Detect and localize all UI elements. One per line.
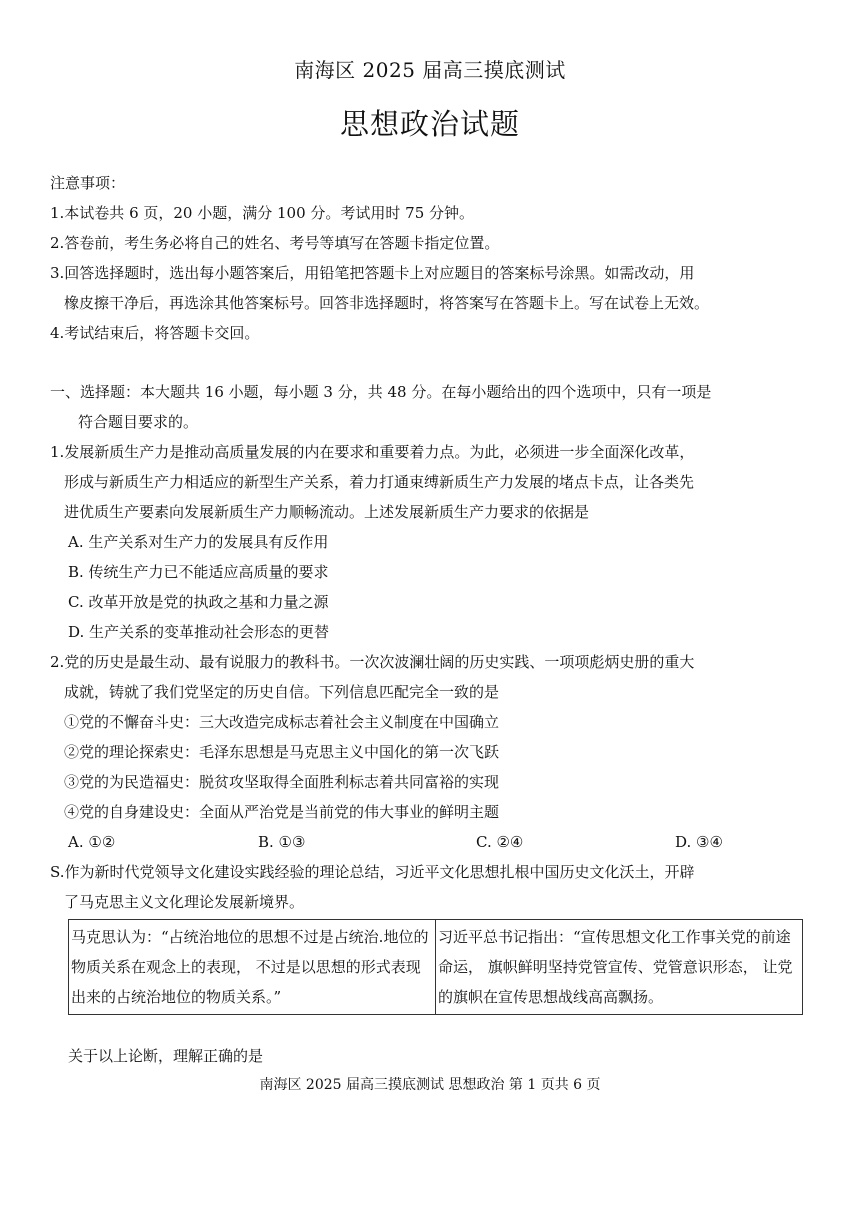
question-2-option-a: A. ①② bbox=[68, 833, 116, 851]
question-2-text: 2.党的历史是最生动、最有说服力的教科书。一次次波澜壮阔的历史实践、一项项彪炳史册的重大 bbox=[50, 653, 695, 671]
question-2-options bbox=[50, 827, 812, 857]
question-1-text: 进优质生产要素向发展新质生产力顺畅流动。上述发展新质生产力要求的依据是 bbox=[64, 503, 590, 521]
question-3-prompt: 关于以上论断，理解正确的是 bbox=[68, 1047, 264, 1065]
page-footer: 南海区 2025 届高三摸底测试 思想政治 第 1 页共 6 页 bbox=[259, 1077, 601, 1093]
quote-marx: 马克思认为：“占统治地位的思想不过是占统治.地位的物质关系在观念上的表现， 不过是以思想的形式表现出来的占统治地位的物质关系。” bbox=[69, 920, 436, 1015]
question-1-text: 形成与新质生产力相适应的新型生产关系，着力打通束缚新质生产力发展的堵点卡点，让各类先 bbox=[64, 473, 695, 491]
question-1-text: 1.发展新质生产力是推动高质量发展的内在要求和重要着力点。为此，必须进一步全面深化改革， bbox=[50, 443, 695, 461]
question-1-option-d: D. 生产关系的变革推动社会形态的更替 bbox=[68, 623, 330, 641]
notice-heading: 注意事项： bbox=[50, 174, 126, 192]
quote-xi: 习近平总书记指出：“宣传思想文化工作事关党的前途命运， 旗帜鲜明坚持党管宣传、党管意识形态， 让党的旗帜在宣传思想战线高高飘扬。 bbox=[436, 920, 803, 1015]
section-heading: 一、选择题：本大题共 16 小题，每小题 3 分，共 48 分。在每小题给出的四个选项中，只有一项是 bbox=[50, 383, 712, 401]
notice-item: 3.回答选择题时，选出每小题答案后，用铅笔把答题卡上对应题目的答案标号涂黑。如需改动，用 bbox=[50, 264, 695, 282]
question-2-statement: ①党的不懈奋斗史：三大改造完成标志着社会主义制度在中国确立 bbox=[64, 713, 500, 731]
question-2-statement: ②党的理论探索史：毛泽东思想是马克思主义中国化的第一次飞跃 bbox=[64, 743, 500, 761]
question-2-option-d: D. ③④ bbox=[675, 833, 723, 851]
question-3-text: S.作为新时代党领导文化建设实践经验的理论总结，习近平文化思想扎根中国历史文化沃土，开辟 bbox=[50, 863, 695, 881]
question-1-option-c: C. 改革开放是党的执政之基和力量之源 bbox=[68, 593, 329, 611]
notice-item: 4.考试结束后，将答题卡交回。 bbox=[50, 324, 260, 342]
notice-item: 1.本试卷共 6 页，20 小题，满分 100 分。考试用时 75 分钟。 bbox=[50, 204, 475, 222]
exam-content bbox=[50, 168, 812, 1071]
subject-title: 思想政治试题 bbox=[339, 107, 520, 141]
notice-item-continued: 橡皮擦干净后，再选涂其他答案标号。回答非选择题时，将答案写在答题卡上。写在试卷上无效。 bbox=[64, 294, 710, 312]
question-1-option-a: A. 生产关系对生产力的发展具有反作用 bbox=[68, 533, 329, 551]
question-3-text: 了马克思主义文化理论发展新境界。 bbox=[64, 893, 305, 911]
question-2-option-c: C. ②④ bbox=[476, 833, 524, 851]
question-1-option-b: B. 传统生产力已不能适应高质量的要求 bbox=[68, 563, 329, 581]
question-2-statement: ④党的自身建设史：全面从严治党是当前党的伟大事业的鲜明主题 bbox=[64, 803, 500, 821]
exam-title: 南海区 2025 届高三摸底测试 bbox=[294, 58, 566, 82]
quote-table bbox=[68, 919, 803, 1015]
question-2-statement: ③党的为民造福史：脱贫攻坚取得全面胜利标志着共同富裕的实现 bbox=[64, 773, 500, 791]
question-2-text: 成就，铸就了我们党坚定的历史自信。下列信息匹配完全一致的是 bbox=[64, 683, 500, 701]
section-heading-continued: 符合题目要求的。 bbox=[78, 413, 199, 431]
notice-item: 2.答卷前，考生务必将自己的姓名、考号等填写在答题卡指定位置。 bbox=[50, 234, 500, 252]
question-2-option-b: B. ①③ bbox=[258, 833, 306, 851]
